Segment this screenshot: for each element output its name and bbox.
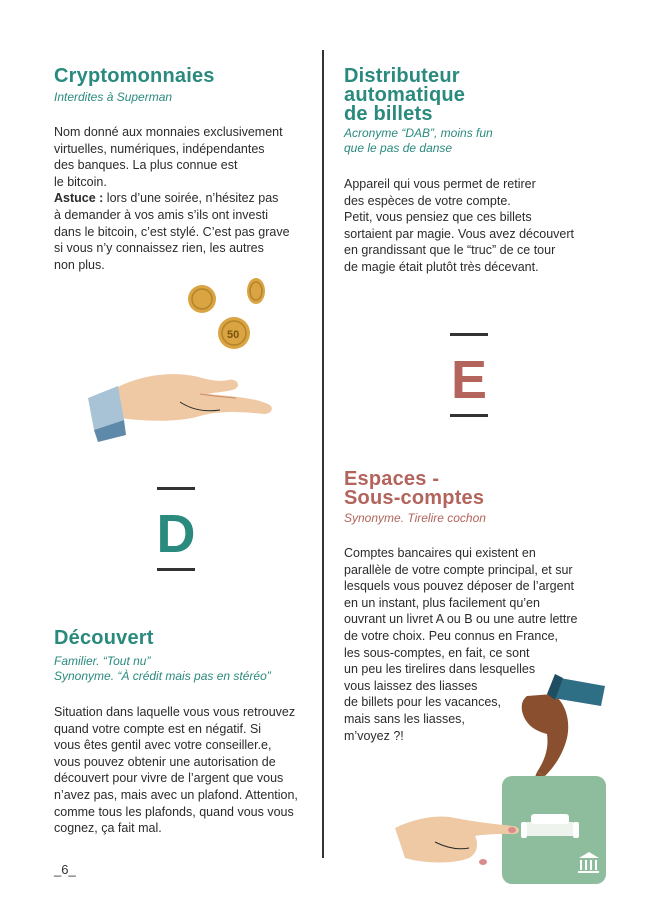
letter-d: D xyxy=(157,504,196,564)
decouvert-subtitle xyxy=(54,654,271,684)
dab-line: en grandissant que le “truc” de ce tour xyxy=(344,243,556,258)
dab-title xyxy=(344,67,465,124)
decouvert-line: vous êtes gentil avec votre conseiller.e, xyxy=(54,738,272,753)
dab-subtitle-line: que le pas de danse xyxy=(344,141,453,155)
coin-value: 50 xyxy=(227,329,240,341)
crypto-line: dans le bitcoin, c’est stylé. C’est pas grave xyxy=(54,224,290,239)
crypto-line: à demander à vos amis s’ils ont investi xyxy=(54,207,268,222)
espaces-line: en un instant, plus facilement qu’en xyxy=(344,595,540,610)
dab-title-line: de billets xyxy=(344,103,433,125)
coin-50-icon xyxy=(218,317,250,349)
dab-title-line: Distributeur xyxy=(344,65,460,87)
decouvert-body xyxy=(54,704,316,837)
crypto-line: non plus. xyxy=(54,257,105,272)
espaces-line: de billets pour les vacances, xyxy=(344,695,502,710)
dab-line: sortaient par magie. Vous avez découvert xyxy=(344,226,574,241)
decouvert-line: n’avez pas, mais avec un plafond. Attention, xyxy=(54,787,298,802)
espaces-line: vous laissez des liasses xyxy=(344,678,478,693)
crypto-body xyxy=(54,124,314,273)
decouvert-title: Découvert xyxy=(54,627,154,649)
hands-phone-illustration xyxy=(395,672,615,887)
column-divider xyxy=(322,50,324,858)
crypto-subtitle: Interdites à Superman xyxy=(54,90,173,104)
coin-icon xyxy=(247,278,265,304)
tip-text: lors d’une soirée, n’hésitez pas xyxy=(103,191,279,206)
decouvert-line: découvert pour vivre de l’argent que vous xyxy=(54,771,284,786)
pointing-hand-light-icon xyxy=(395,816,519,865)
dab-line: de magie était plutôt très décevant. xyxy=(344,259,539,274)
crypto-line: si vous n’y connaissez rien, les autres xyxy=(54,241,264,256)
crypto-line: des banques. La plus connue est xyxy=(54,158,238,173)
dab-line: Appareil qui vous permet de retirer xyxy=(344,177,536,191)
letter-e-marker xyxy=(450,333,490,419)
espaces-line: m’voyez ?! xyxy=(344,728,404,743)
letter-e: E xyxy=(450,350,488,410)
decouvert-line: quand votre compte est en négatif. Si xyxy=(54,721,262,736)
crypto-title: Cryptomonnaies xyxy=(54,65,215,87)
decouvert-subtitle-line: Synonyme. “À crédit mais pas en stéréo” xyxy=(54,669,271,683)
dab-line: des espèces de votre compte. xyxy=(344,193,511,208)
decouvert-line: Situation dans laquelle vous vous retrouvez xyxy=(54,705,296,719)
crypto-line: le bitcoin. xyxy=(54,174,107,189)
letter-d-marker xyxy=(157,487,197,573)
dab-title-line: automatique xyxy=(344,84,466,106)
espaces-line: lesquels vous pouvez déposer de l’argent xyxy=(344,579,575,594)
crypto-line: virtuelles, numériques, indépendantes xyxy=(54,141,265,156)
dab-subtitle xyxy=(344,126,493,156)
espaces-line: un peu les tirelires dans lesquelles xyxy=(344,662,536,677)
coin-icon xyxy=(188,285,216,313)
espaces-title-line: Espaces - xyxy=(344,468,440,490)
decouvert-line: vous pouvez obtenir une autorisation de xyxy=(54,754,276,769)
espaces-line: ouvrant un livret A ou B ou une autre lettre xyxy=(344,612,578,627)
dab-subtitle-line: Acronyme “DAB”, moins fun xyxy=(344,126,493,140)
espaces-line: les sous-comptes, en fait, ce sont xyxy=(344,645,530,660)
decouvert-line: comme tous les plafonds, quand vous vous xyxy=(54,804,294,819)
espaces-title-line: Sous-comptes xyxy=(344,487,485,509)
page-number: _6_ xyxy=(54,862,76,877)
dab-body xyxy=(344,176,604,276)
coins-hand-illustration xyxy=(80,270,280,450)
crypto-tip-line xyxy=(54,190,314,207)
espaces-line: mais sans les liasses, xyxy=(344,711,465,726)
espaces-line: de votre choix. Peu connus en France, xyxy=(344,628,559,643)
espaces-title xyxy=(344,470,484,508)
crypto-line: Nom donné aux monnaies exclusivement xyxy=(54,125,283,139)
open-hand-icon xyxy=(116,374,272,421)
decouvert-subtitle-line: Familier. “Tout nu” xyxy=(54,654,151,668)
dab-line: Petit, vous pensiez que ces billets xyxy=(344,210,532,225)
espaces-subtitle: Synonyme. Tirelire cochon xyxy=(344,511,486,525)
decouvert-line: cognez, ça fait mal. xyxy=(54,821,162,836)
espaces-line: parallèle de votre compte principal, et sur xyxy=(344,562,573,577)
tip-label: Astuce : xyxy=(54,191,104,206)
espaces-line: Comptes bancaires qui existent en xyxy=(344,546,536,560)
